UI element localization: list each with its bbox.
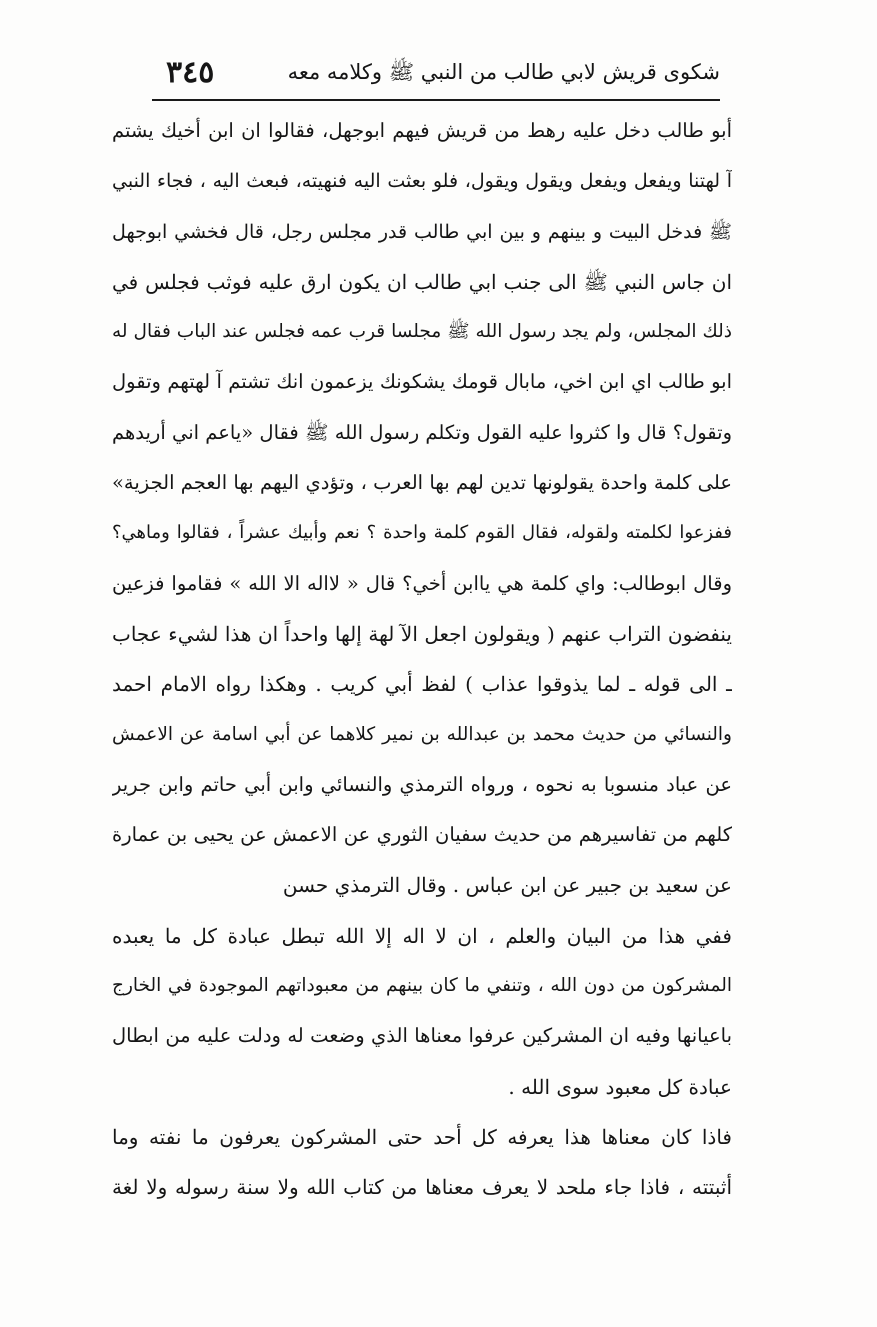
text-line: آ لهتنا ويفعل ويفعل ويقول ويقول، فلو بعثت اليه فنهيته، فبعث اليه ، فجاء النبي	[112, 170, 732, 193]
text-line: وقال ابوطالب: واي كلمة هي ياابن أخي؟ قال « لااله الا الله » فقاموا فزعين	[112, 571, 732, 595]
text-line: ـ الى قوله ـ لما يذوقوا عذاب ) لفظ أبي كريب . وهكذا رواه الامام احمد	[112, 672, 732, 697]
text-line: ان جاس النبي ﷺ الى جنب ابي طالب ان يكون ارق عليه فوثب فجلس في	[112, 269, 732, 294]
text-line: ففزعوا لكلمته ولقوله، فقال القوم كلمة واحدة ؟ نعم وأبيك عشراً ، فقالوا وماهي؟	[112, 522, 732, 544]
running-header	[152, 55, 720, 101]
text-line: ينفضون التراب عنهم ( ويقولون اجعل الآ لهة إلها واحداً ان هذا لشيء عجاب	[112, 621, 732, 646]
text-line-paragraph-end: عبادة كل معبود سوى الله .	[508, 1074, 732, 1099]
text-line: عن عباد منسوبا به نحوه ، ورواه الترمذي والنسائي وابن أبي حاتم وابن جرير	[112, 772, 732, 796]
text-line: أبو طالب دخل عليه رهط من قريش فيهم ابوجهل، فقالوا ان ابن أخيك يشتم	[112, 119, 732, 142]
text-line-paragraph-end: عن سعيد بن جبير عن ابن عباس . وقال الترمذي حسن	[282, 873, 732, 898]
text-line: أثبتته ، فاذا جاء ملحد لا يعرف معناها من كتاب الله ولا سنة رسوله ولا لغة	[112, 1175, 732, 1200]
text-line: والنسائي من حديث محمد بن عبدالله بن نمير كلاهما عن أبي اسامة عن الاعمش	[112, 723, 732, 745]
text-line: فاذا كان معناها هذا يعرفه كل أحد حتى المشركون يعرفون ما نفته وما	[112, 1124, 732, 1149]
text-line: ابو طالب اي ابن اخي، مابال قومك يشكونك يزعمون انك تشتم آ لهتهم وتقول	[112, 370, 732, 394]
text-line: على كلمة واحدة يقولونها تدين لهم بها العرب ، وتؤدي اليهم بها العجم الجزية»	[112, 471, 732, 495]
text-line: ذلك المجلس، ولم يجد رسول الله ﷺ مجلسا قرب عمه فجلس عند الباب فقال له	[112, 321, 732, 343]
text-line: وتقول؟ قال وا كثروا عليه القول وتكلم رسول الله ﷺ فقال «ياعم اني أريدهم	[112, 420, 732, 444]
text-line: ففي هذا من البيان والعلم ، ان لا اله إلا الله تبطل عبادة كل ما يعبده	[112, 923, 732, 948]
text-line: باعيانها وفيه ان المشركين عرفوا معناها الذي وضعت له ودلت عليه من ابطال	[112, 1024, 732, 1048]
page-number: ٣٤٥	[166, 55, 215, 90]
text-line: المشركون من دون الله ، وتنفي ما كان بينهم من معبوداتهم الموجودة في الخارج	[112, 975, 732, 997]
text-line: ﷺ فدخل البيت و بينهم و بين ابي طالب قدر مجلس رجل، قال فخشي ابوجهل	[112, 220, 732, 243]
header-title: شكوى قريش لابي طالب من النبي ﷺ وكلامه معه	[287, 60, 720, 84]
text-line: كلهم من تفاسيرهم من حديث سفيان الثوري عن الاعمش عن يحيى بن عمارة	[112, 823, 732, 847]
body-text	[112, 106, 732, 1213]
